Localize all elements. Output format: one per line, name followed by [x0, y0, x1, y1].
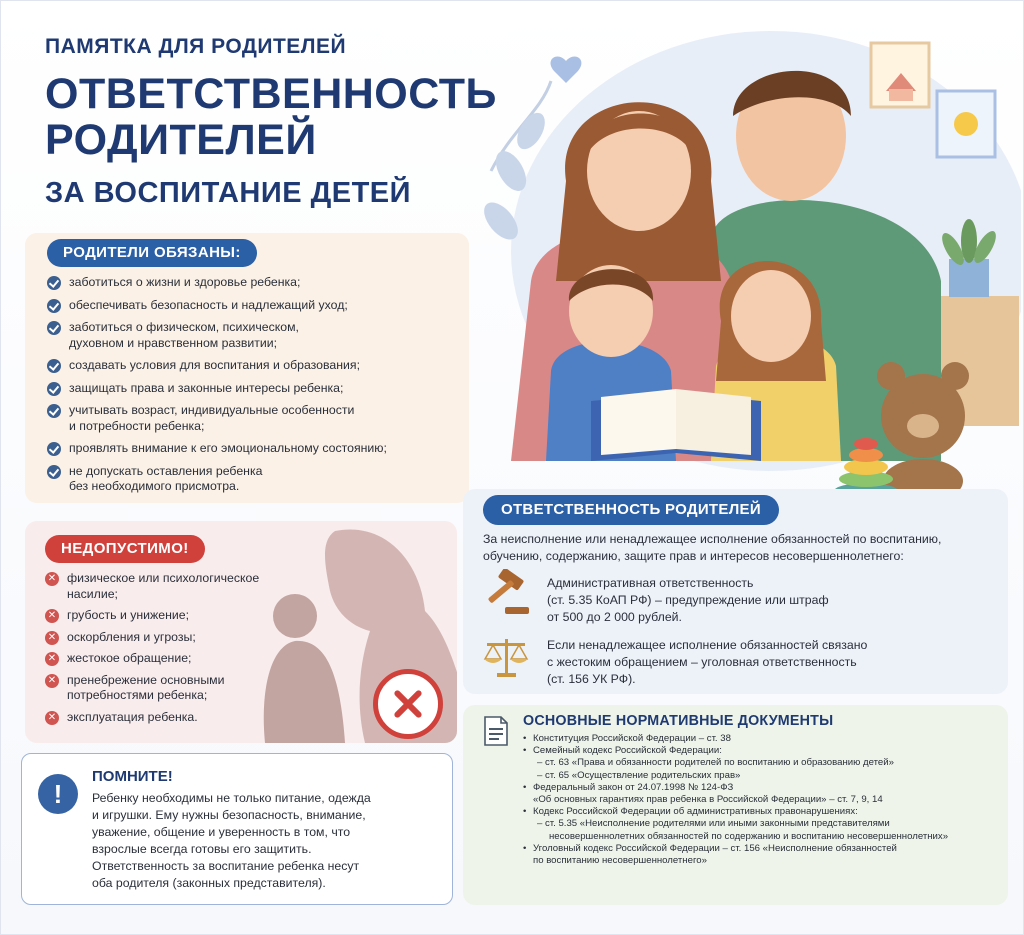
- cross-icon: ✕: [45, 674, 59, 688]
- check-icon: [47, 404, 61, 418]
- list-item-text: пренебрежение основными: [67, 672, 225, 687]
- admin-line: Административная ответственность: [547, 576, 754, 590]
- list-item-text: заботиться о физическом, психическом,: [69, 320, 299, 334]
- list-item: [45, 673, 285, 704]
- document-subitem-continued: несовершеннолетних обязанностей по содержанию и воспитанию несовершеннолетних»: [549, 830, 949, 842]
- list-item: [47, 464, 457, 495]
- family-illustration: [471, 21, 1021, 501]
- documents-list: [523, 733, 1003, 867]
- prohibited-icon: [373, 669, 443, 739]
- duties-list: [47, 275, 457, 502]
- remember-card: [21, 753, 453, 905]
- poster-title-line2: РОДИТЕЛЕЙ: [45, 116, 317, 164]
- list-item-text: обеспечивать безопасность и надлежащий уход;: [69, 297, 348, 312]
- criminal-line: (ст. 156 УК РФ).: [547, 672, 636, 686]
- list-item-text: жестокое обращение;: [67, 651, 192, 665]
- duties-card: [25, 233, 469, 503]
- responsibility-intro: [483, 531, 1003, 565]
- list-item-text: без необходимого присмотра.: [69, 479, 240, 493]
- document-icon: [483, 715, 509, 747]
- list-item-text: потребностями ребенка;: [67, 688, 208, 702]
- list-item-text: проявлять внимание к его эмоциональному состоянию;: [69, 441, 387, 455]
- document-item: • Семейный кодекс Российской Федерации:: [523, 745, 1003, 757]
- check-icon: [47, 299, 61, 313]
- list-item-text: защищать права и законные интересы ребенка;: [69, 380, 344, 395]
- list-item-text: учитывать возраст, индивидуальные особенности: [69, 403, 355, 417]
- list-item-text: и потребности ребенка;: [69, 418, 205, 433]
- remember-line: взрослые всегда готовы его защитить.: [92, 842, 312, 856]
- list-item: [47, 275, 457, 291]
- unacceptable-card: [25, 521, 457, 743]
- criminal-line: с жестоким обращением – уголовная ответственность: [547, 655, 857, 669]
- intro-line: За неисполнение или ненадлежащее исполнение обязанностей по воспитанию,: [483, 532, 942, 546]
- remember-line: уважение, общение и уверенность в том, что: [92, 825, 351, 839]
- remember-line: и игрушки. Ему нужны безопасность, внимание,: [92, 808, 366, 822]
- remember-line: Ответственность за воспитание ребенка несут: [92, 859, 360, 873]
- list-item: [47, 298, 457, 314]
- responsibility-card: [463, 489, 1008, 694]
- list-item-text: оскорбления и угрозы;: [67, 629, 196, 644]
- documents-heading: ОСНОВНЫЕ НОРМАТИВНЫЕ ДОКУМЕНТЫ: [523, 713, 834, 729]
- document-subitem: – ст. 65 «Осуществление родительских прав»: [537, 769, 741, 781]
- list-item: [47, 441, 457, 457]
- document-item-continued: по воспитанию несовершеннолетнего»: [533, 855, 707, 867]
- admin-line: от 500 до 2 000 рублей.: [547, 610, 682, 624]
- list-item: [45, 571, 285, 602]
- list-item: [47, 358, 457, 374]
- document-item: • Федеральный закон от 24.07.1998 № 124-ФЗ: [523, 782, 1003, 794]
- check-icon: [47, 276, 61, 290]
- scales-icon: [481, 635, 531, 679]
- duties-heading: РОДИТЕЛИ ОБЯЗАНЫ:: [47, 239, 257, 267]
- criminal-liability: [547, 637, 987, 688]
- exclamation-icon: !: [38, 774, 78, 814]
- list-item-text: насилие;: [67, 586, 118, 601]
- documents-card: [463, 705, 1008, 905]
- document-item: • Кодекс Российской Федерации об административных правонарушениях:: [523, 806, 1003, 818]
- remember-line: Ребенку необходимы не только питание, одежда: [92, 791, 371, 805]
- cross-icon: ✕: [45, 652, 59, 666]
- document-subitem: – ст. 63 «Права и обязанности родителей по воспитанию и образованию детей»: [537, 757, 894, 769]
- administrative-liability: [547, 575, 987, 626]
- document-item: • Уголовный кодекс Российской Федерации – ст. 156 «Неисполнение обязанностей: [523, 843, 1003, 855]
- intro-line: обучению, содержанию, защите прав и интересов несовершеннолетнего:: [483, 549, 904, 563]
- document-item: • Конституция Российской Федерации – ст. 38: [523, 733, 1003, 745]
- check-icon: [47, 442, 61, 456]
- poster-subtitle: ЗА ВОСПИТАНИЕ ДЕТЕЙ: [45, 177, 411, 209]
- remember-text: [92, 790, 442, 892]
- gavel-icon: [481, 569, 531, 617]
- cross-icon: ✕: [45, 631, 59, 645]
- list-item-text: эксплуатация ребенка.: [67, 709, 198, 724]
- list-item-text: заботиться о жизни и здоровье ребенка;: [69, 275, 301, 289]
- list-item: [45, 630, 285, 646]
- poster-kicker: ПАМЯТКА ДЛЯ РОДИТЕЛЕЙ: [45, 35, 347, 58]
- list-item: [47, 320, 457, 351]
- list-item-text: не допускать оставления ребенка: [69, 463, 263, 478]
- list-item-text: физическое или психологическое: [67, 571, 260, 585]
- unacceptable-list: [45, 571, 285, 731]
- check-icon: [47, 465, 61, 479]
- cross-icon: ✕: [45, 572, 59, 586]
- responsibility-heading: ОТВЕТСТВЕННОСТЬ РОДИТЕЛЕЙ: [483, 495, 779, 525]
- list-item: [45, 608, 285, 624]
- document-subitem: – ст. 5.35 «Неисполнение родителями или иными законными представителями: [537, 818, 890, 830]
- list-item: [45, 651, 285, 667]
- check-icon: [47, 359, 61, 373]
- criminal-line: Если ненадлежащее исполнение обязанностей связано: [547, 638, 868, 652]
- list-item-text: создавать условия для воспитания и образования;: [69, 358, 360, 372]
- cross-icon: ✕: [45, 711, 59, 725]
- list-item: [45, 710, 285, 726]
- list-item: [47, 381, 457, 397]
- check-icon: [47, 321, 61, 335]
- list-item-text: духовном и нравственном развитии;: [69, 335, 278, 350]
- remember-line: оба родителя (законных представителя).: [92, 876, 326, 890]
- admin-line: (ст. 5.35 КоАП РФ) – предупреждение или штраф: [547, 593, 829, 607]
- remember-title: ПОМНИТЕ!: [92, 768, 173, 785]
- poster-title-line1: ОТВЕТСТВЕННОСТЬ: [45, 70, 497, 118]
- list-item: [47, 403, 457, 434]
- check-icon: [47, 382, 61, 396]
- list-item-text: грубость и унижение;: [67, 608, 190, 622]
- document-item-continued: «Об основных гарантиях прав ребенка в Российской Федерации» – ст. 7, 9, 14: [533, 794, 883, 806]
- cross-icon: ✕: [45, 609, 59, 623]
- unacceptable-heading: НЕДОПУСТИМО!: [45, 535, 205, 563]
